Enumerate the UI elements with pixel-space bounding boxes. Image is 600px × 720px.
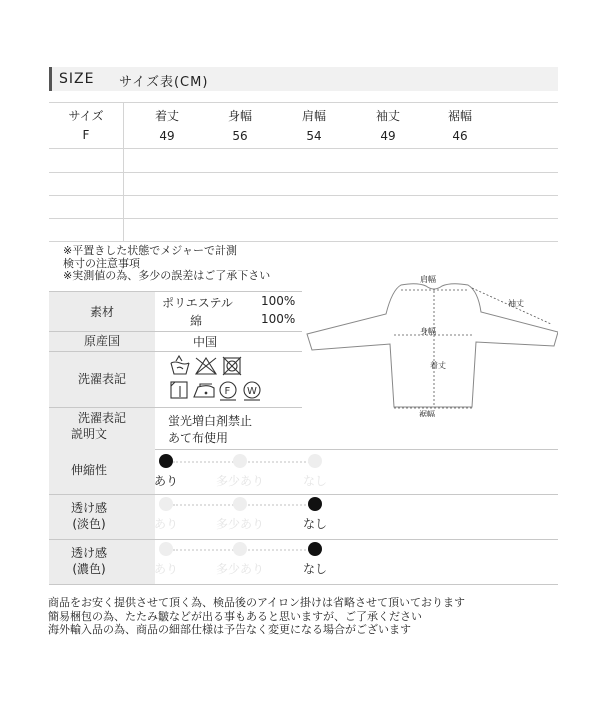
spec-divider: [49, 351, 302, 352]
col-header-body-width: 身幅: [227, 109, 252, 123]
diagram-label-body: 身幅: [420, 327, 436, 336]
table-divider: [49, 148, 558, 149]
garment-diagram: [306, 272, 558, 421]
material-name: ポリエステル: [162, 296, 233, 310]
no-tumble-dry-icon: [223, 357, 241, 375]
note-line: ※平置きした状態でメジャーで計測: [63, 244, 237, 257]
spec-border: [49, 291, 302, 292]
table-cell-size: F: [82, 128, 90, 142]
washing-desc-label: 洗濯表記: [77, 411, 126, 425]
section-title: サイズ表(CM): [119, 75, 209, 90]
table-divider: [49, 195, 558, 196]
footer-line: 商品をお安く提供させて頂く為、検品後のアイロン掛けは省略させて頂いております: [48, 596, 466, 609]
col-header-shoulder: 肩幅: [301, 109, 326, 123]
footer-line: 海外輸入品の為、商品の細部仕様は予告なく変更になる場合がございます: [48, 623, 411, 636]
diagram-label-length: 着丈: [430, 361, 446, 370]
svg-text:F: F: [224, 386, 231, 397]
section-header: [49, 67, 558, 91]
scale-dot: [233, 497, 247, 511]
washing-desc-label: 説明文: [70, 427, 107, 441]
footer-line: 簡易梱包の為、たたみ皺などが出る事もあると思いますが、ご了承ください: [48, 609, 422, 623]
scale-dot: [159, 497, 173, 511]
scale-dot-selected: [308, 542, 322, 556]
iron-low-icon: [194, 384, 214, 397]
material-name: 綿: [190, 314, 203, 328]
scale-divider: [49, 494, 558, 495]
diagram-label-hem: 裾幅: [419, 410, 435, 417]
diagram-label-shoulder: 肩幅: [420, 275, 436, 284]
scale-option: あり: [153, 562, 178, 576]
table-border: [49, 241, 558, 242]
table-divider: [49, 172, 558, 173]
line-dry-shade-icon: [171, 382, 187, 398]
hand-wash-40-icon: [171, 356, 189, 374]
no-bleach-icon: [196, 358, 216, 374]
header-accent: [49, 67, 52, 91]
col-header-size: サイズ: [68, 109, 104, 123]
scale-option: なし: [302, 562, 327, 576]
scale-label: 透け感: [70, 546, 107, 560]
note-line: 検寸の注意事項: [63, 256, 140, 270]
scale-label: 伸縮性: [70, 463, 107, 477]
col-header-sleeve: 袖丈: [375, 109, 400, 123]
diagram-label-sleeve: 袖丈: [508, 299, 524, 308]
washing-desc-line: 蛍光増白剤禁止: [168, 414, 253, 428]
origin-label: 原産国: [83, 334, 120, 348]
scale-option: なし: [302, 517, 327, 531]
scale-label: 透け感: [70, 501, 107, 515]
section-label: SIZE: [59, 71, 95, 87]
table-divider: [49, 218, 558, 219]
table-cell-hem: 46: [452, 129, 468, 143]
table-divider: [123, 102, 124, 241]
scale-dot: [233, 454, 247, 468]
scale-border: [49, 584, 558, 585]
scale-label: (淡色): [72, 517, 106, 531]
measurement-notes: [63, 245, 270, 283]
spec-divider: [49, 407, 302, 408]
material-label: 素材: [89, 305, 114, 319]
scale-option: 多少あり: [215, 517, 264, 531]
spec-divider: [49, 331, 302, 332]
col-header-length: 着丈: [154, 109, 179, 123]
scale-dot: [308, 454, 322, 468]
scale-option: あり: [153, 517, 178, 531]
table-cell-body-width: 56: [232, 129, 248, 143]
table-cell-shoulder: 54: [306, 129, 322, 143]
washing-label: 洗濯表記: [77, 372, 126, 386]
table-cell-length: 49: [159, 129, 175, 143]
material-pct: 100%: [261, 294, 296, 308]
col-header-hem: 裾幅: [447, 109, 472, 123]
footer-notes: [48, 596, 465, 637]
scale-divider: [49, 539, 558, 540]
material-pct: 100%: [261, 312, 296, 326]
table-border: [49, 102, 558, 103]
washing-icons: [168, 355, 264, 403]
scale-option: 多少あり: [215, 474, 264, 488]
wet-clean-w-icon: [244, 382, 260, 400]
washing-desc-line: あて布使用: [168, 431, 229, 445]
scale-dot: [159, 542, 173, 556]
scale-dot: [233, 542, 247, 556]
scale-option: 多少あり: [215, 562, 264, 576]
scale-option: なし: [302, 474, 327, 488]
origin-value: 中国: [193, 335, 218, 349]
svg-text:W: W: [247, 386, 257, 397]
scale-option: あり: [153, 474, 178, 488]
table-cell-sleeve: 49: [380, 129, 396, 143]
scale-dot-selected: [159, 454, 173, 468]
dry-clean-f-icon: [220, 382, 236, 400]
scale-label: (濃色): [72, 562, 106, 576]
note-line: ※実測値の為、多少の誤差はご了承下さい: [63, 269, 271, 282]
scale-dot-selected: [308, 497, 322, 511]
